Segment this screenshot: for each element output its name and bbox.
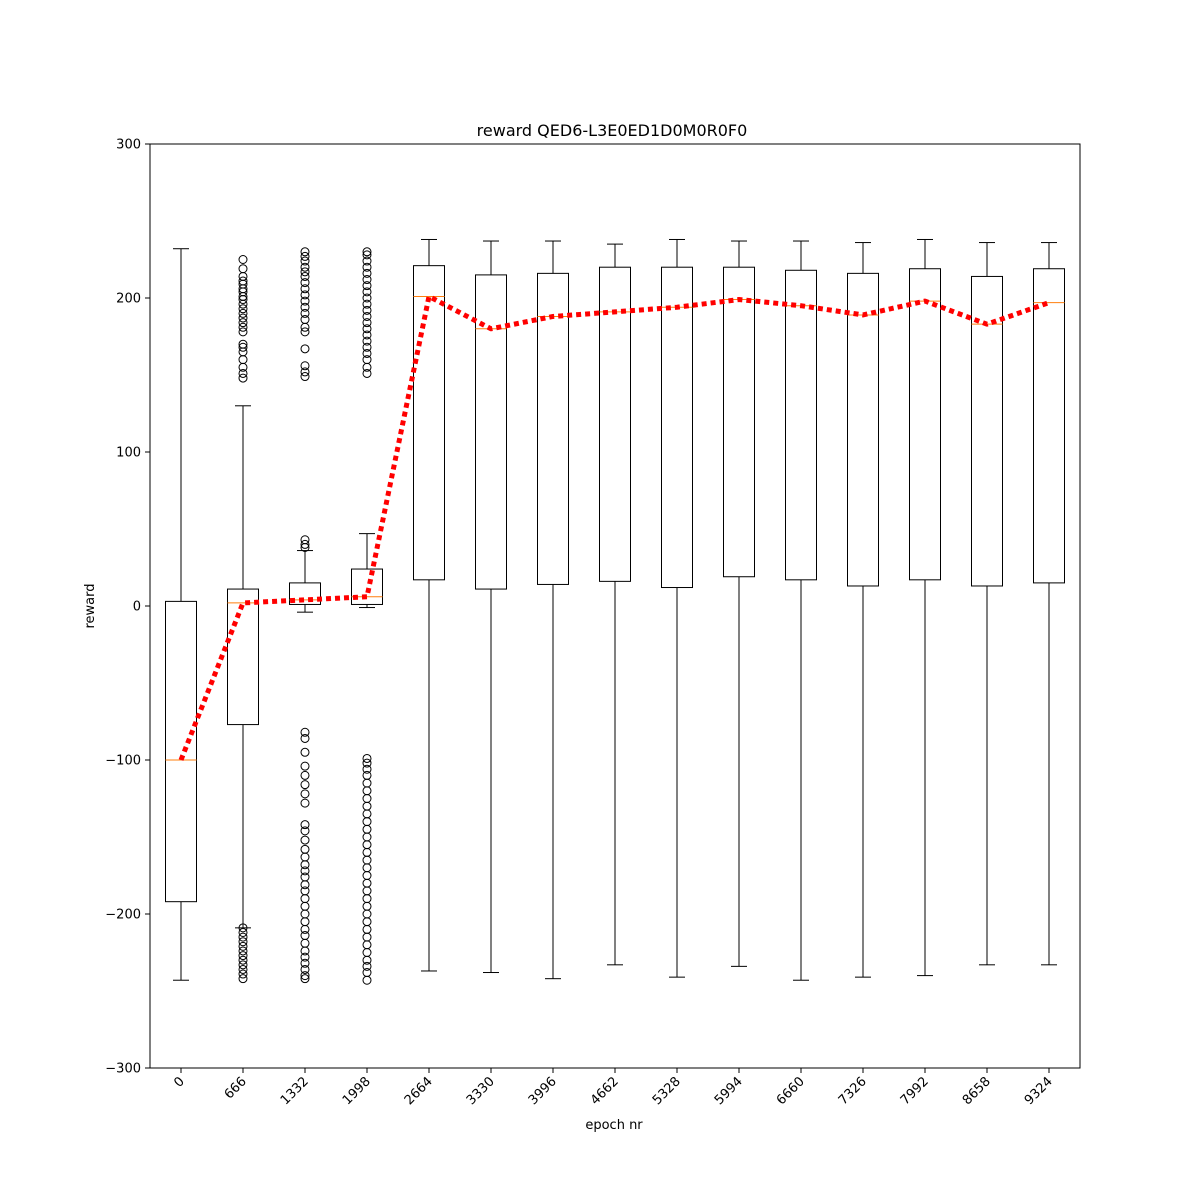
x-tick-label: 8658 <box>959 1074 994 1109</box>
y-tick-label: 300 <box>116 137 141 153</box>
y-axis-label: reward <box>83 583 98 629</box>
x-tick-label: 0 <box>171 1074 188 1091</box>
x-tick-label: 666 <box>221 1074 250 1103</box>
y-tick-label: −100 <box>105 753 141 769</box>
y-tick-label: 200 <box>116 291 141 307</box>
x-tick-label: 7992 <box>897 1074 932 1109</box>
y-tick-label: 0 <box>132 599 141 615</box>
x-tick-label: 5328 <box>649 1074 684 1109</box>
x-tick-label: 3330 <box>463 1074 498 1109</box>
x-tick-label: 4662 <box>587 1074 622 1109</box>
y-tick-label: −200 <box>105 907 141 923</box>
x-axis-label: epoch nr <box>585 1118 643 1133</box>
chart-title: reward QED6-L3E0ED1D0M0R0F0 <box>476 121 748 140</box>
x-tick-label: 5994 <box>711 1074 746 1109</box>
y-tick-label: −300 <box>105 1061 141 1077</box>
x-tick-label: 9324 <box>1021 1074 1056 1109</box>
x-tick-label: 7326 <box>835 1074 870 1109</box>
x-tick-label: 3996 <box>525 1074 560 1109</box>
x-tick-label: 6660 <box>773 1074 808 1109</box>
x-tick-label: 2664 <box>401 1074 436 1109</box>
y-tick-label: 100 <box>116 445 141 461</box>
x-tick-label: 1998 <box>339 1074 374 1109</box>
x-tick-label: 1332 <box>277 1074 312 1109</box>
